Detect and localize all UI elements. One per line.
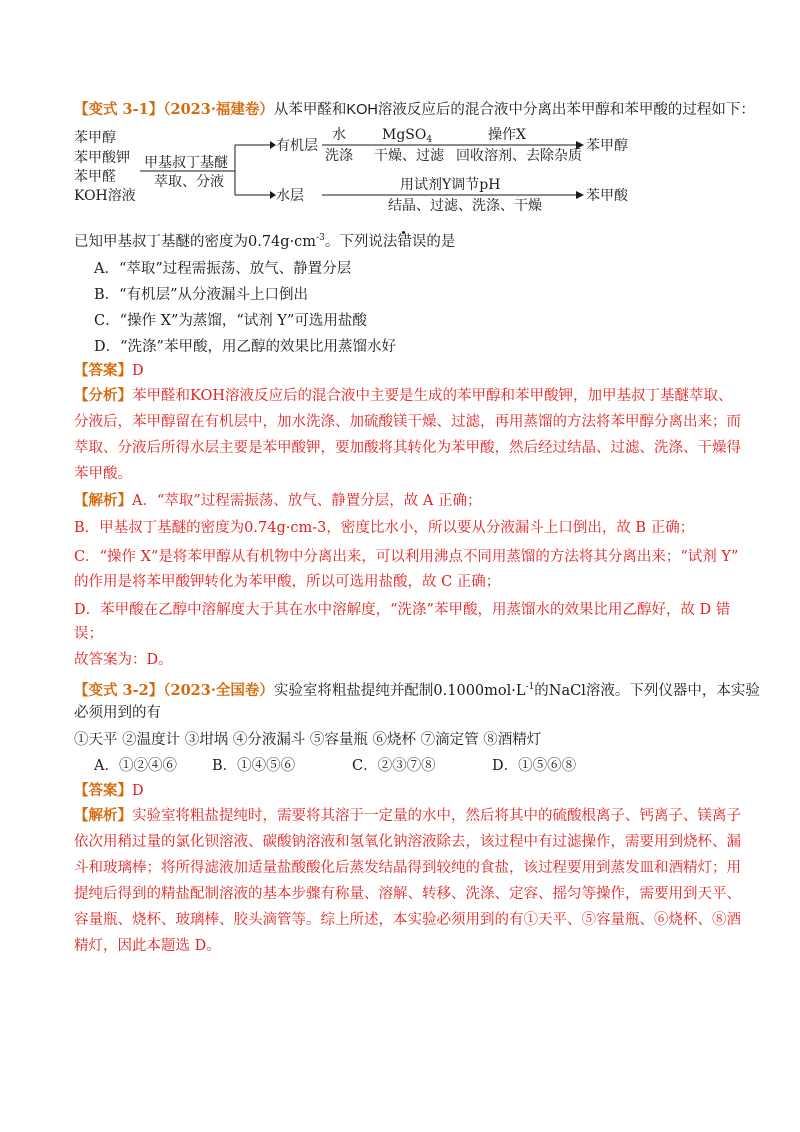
q1-stem [74, 100, 755, 120]
answer-tag: 【答案】 [74, 362, 132, 379]
wash-bottom-label: 洗涤 [325, 148, 353, 164]
aqueous-layer-label: 水层 [276, 188, 304, 204]
q2-items: ①天平 ②温度计 ③坩埚 ④分液漏斗 ⑤容量瓶 ⑥烧杯 ⑦滴定管 ⑧酒精灯 [74, 732, 542, 748]
q1-explain-line-1: B．甲基叔丁基醚的密度为0.74g·cm-3，密度比水小，所以要从分液漏斗上口倒出，故 B 正确； [74, 520, 695, 536]
q2-explain-line-4: 容量瓶、烧杯、玻璃棒、胶头滴管等。综上所述，本实验必须用到的有①天平、⑤容量瓶、⑥烧杯、⑧酒 [74, 912, 741, 928]
q1-stem-b: 溶液反应后的混合液中分离出苯甲醇和苯甲酸的过程如下： [377, 102, 755, 118]
product-benzoic-acid: 苯甲酸 [586, 188, 628, 204]
option-a: A．“萃取”过程需振荡、放气、静置分层 [94, 261, 352, 277]
explain-text: A．“萃取”过程需振荡、放气、静置分层，故 A 正确； [132, 493, 482, 509]
choice-b: B．①④⑤⑥ [212, 758, 296, 774]
option-d: D．“洗涤”苯甲酸，用乙醇的效果比用蒸馏水好 [94, 339, 396, 355]
q1-explain-line-0 [74, 491, 730, 511]
density-exponent: -3 [316, 233, 325, 243]
product-benzyl-alcohol: 苯甲醇 [586, 138, 628, 154]
q2-tag: 【变式 3-2】 [74, 681, 164, 699]
q1-tag: 【变式 3-1】 [74, 101, 164, 118]
q1-known [74, 228, 730, 252]
organic-layer-label: 有机层 [276, 138, 318, 154]
choice-d: D．①⑤⑥⑧ [492, 758, 577, 774]
q1-analysis-line-1: 分液后，苯甲醇留在有机层中，加水洗涤、加硫酸镁干燥、过滤，再用蒸馏的方法将苯甲醇分离出来；而 [74, 414, 741, 430]
recover-solvent-label: 回收溶剂、去除杂质 [456, 148, 582, 164]
q2-explain-line-1: 依次用稍过量的氯化钡溶液、碳酸钠溶液和氢氧化钠溶液除去，该过程中有过滤操作，需要用到烧杯、漏 [74, 834, 741, 850]
known-text-b: 。下列说法 [324, 233, 398, 250]
concentration-exponent: -1 [525, 682, 535, 692]
q2-stem-c: 溶液。下列仪器中，本实验 [585, 682, 760, 699]
q1-analysis-line-2: 萃取、分液后所得水层主要是苯甲酸钾，要加酸将其转化为苯甲酸，然后经过结晶、过滤、洗涤、干燥得 [74, 440, 741, 456]
q2-explain-line-3: 提纯后得到的精盐配制溶液的基本步骤有称量、溶解、转移、洗涤、定容、摇匀等操作，需要用到天平、 [74, 886, 741, 902]
emphasis-dot-icon [402, 231, 405, 234]
q1-answer [74, 361, 730, 381]
q1-explain-line-2: C．“操作 X”是将苯甲醇从有机物中分离出来，可以利用沸点不同用蒸馏的方法将其分离出来；“试剂 Y” [74, 549, 739, 565]
crystallize-label: 结晶、过滤、洗涤、干燥 [388, 198, 542, 214]
q2-source: （2023·全国卷） [163, 681, 274, 699]
q2-stem-a: 实验室将粗盐提纯并配制 [273, 682, 434, 699]
q1-koh: KOH [346, 102, 378, 118]
operation-x-label: 操作X [488, 127, 526, 143]
emphasis-wrong: 错误 [397, 234, 426, 250]
water-top-label: 水 [332, 127, 346, 143]
option-b: B．“有机层”从分液漏斗上口倒出 [94, 287, 308, 303]
q1-explain-line-5: 误； [74, 626, 103, 642]
option-c: C．“操作 X”为蒸馏，“试剂 Y”可选用盐酸 [94, 313, 367, 329]
q1-explain-line-3: 的作用是将苯甲酸钾转化为苯甲酸，所以可选用盐酸，故 C 正确； [74, 574, 501, 590]
input-potassium-benzoate: 苯甲酸钾 [74, 150, 130, 166]
q1-explain-line-4: D．苯甲酸在乙醇中溶解度大于其在水中溶解度，“洗涤”苯甲酸，用蒸馏水的效果比用乙醇好，故 D 错 [74, 602, 731, 618]
dry-filter-label: 干燥、过滤 [374, 148, 444, 164]
q2-explain-line-5: 精灯，因此本题选 D。 [74, 938, 221, 954]
explain-text: 实验室将粗盐提纯时，需要将其溶于一定量的水中，然后将其中的硫酸根离子、钙离子、镁离子 [132, 808, 741, 824]
input-koh-solution: KOH溶液 [74, 188, 136, 204]
mgso4-label: MgSO$_4$ [382, 127, 433, 145]
density-value: 0.74g·cm [248, 233, 317, 250]
arrow-head-icon [576, 191, 584, 199]
step1-top-label: 甲基叔丁基醚 [144, 155, 228, 171]
q2-answer [74, 781, 730, 801]
answer-value: D [132, 363, 144, 379]
q2-stem [74, 677, 760, 701]
q1-stem-a: 从苯甲醛和 [273, 102, 347, 118]
known-text-a: 已知甲基叔丁基醚的密度为 [74, 233, 248, 250]
explain-tag: 【解析】 [74, 492, 132, 509]
q2-stem-line2: 必须用到的有 [74, 705, 161, 721]
answer-value: D [132, 783, 144, 799]
concentration-value: 0.1000mol·L [433, 682, 526, 699]
analysis-tag: 【分析】 [74, 387, 132, 404]
nacl-formula: NaCl [548, 682, 586, 699]
answer-tag: 【答案】 [74, 782, 132, 799]
choice-c: C．②③⑦⑧ [352, 758, 436, 774]
q1-analysis-line-3: 苯甲酸。 [74, 466, 132, 482]
q2-explain-line-2: 斗和玻璃棒；将所得滤液加适量盐酸酸化后蒸发结晶得到较纯的食盐，该过程要用到蒸发皿和酒精灯；用 [74, 860, 741, 876]
reagent-y-label: 用试剂Y调节pH [400, 177, 501, 193]
q1-explain-line-6: 故答案为：D。 [74, 652, 173, 668]
q2-choices [94, 756, 730, 776]
known-text-c: 的是 [426, 233, 456, 250]
input-benzaldehyde: 苯甲醛 [74, 169, 116, 185]
separation-flow-diagram [70, 124, 710, 220]
analysis-text: 苯甲醛和KOH溶液反应后的混合液中主要是生成的苯甲醇和苯甲酸钾，加甲基叔丁基醚萃取、 [132, 388, 733, 404]
explain-tag: 【解析】 [74, 807, 132, 824]
q2-explain-line-0 [74, 806, 741, 826]
q2-stem-b: 的 [534, 682, 549, 699]
q1-source: （2023·福建卷） [163, 101, 274, 118]
choice-a: A．①②④⑥ [94, 758, 177, 774]
input-benzyl-alcohol: 苯甲醇 [74, 130, 116, 146]
q1-analysis-line-0 [74, 386, 733, 406]
step1-bottom-label: 萃取、分液 [154, 174, 224, 190]
